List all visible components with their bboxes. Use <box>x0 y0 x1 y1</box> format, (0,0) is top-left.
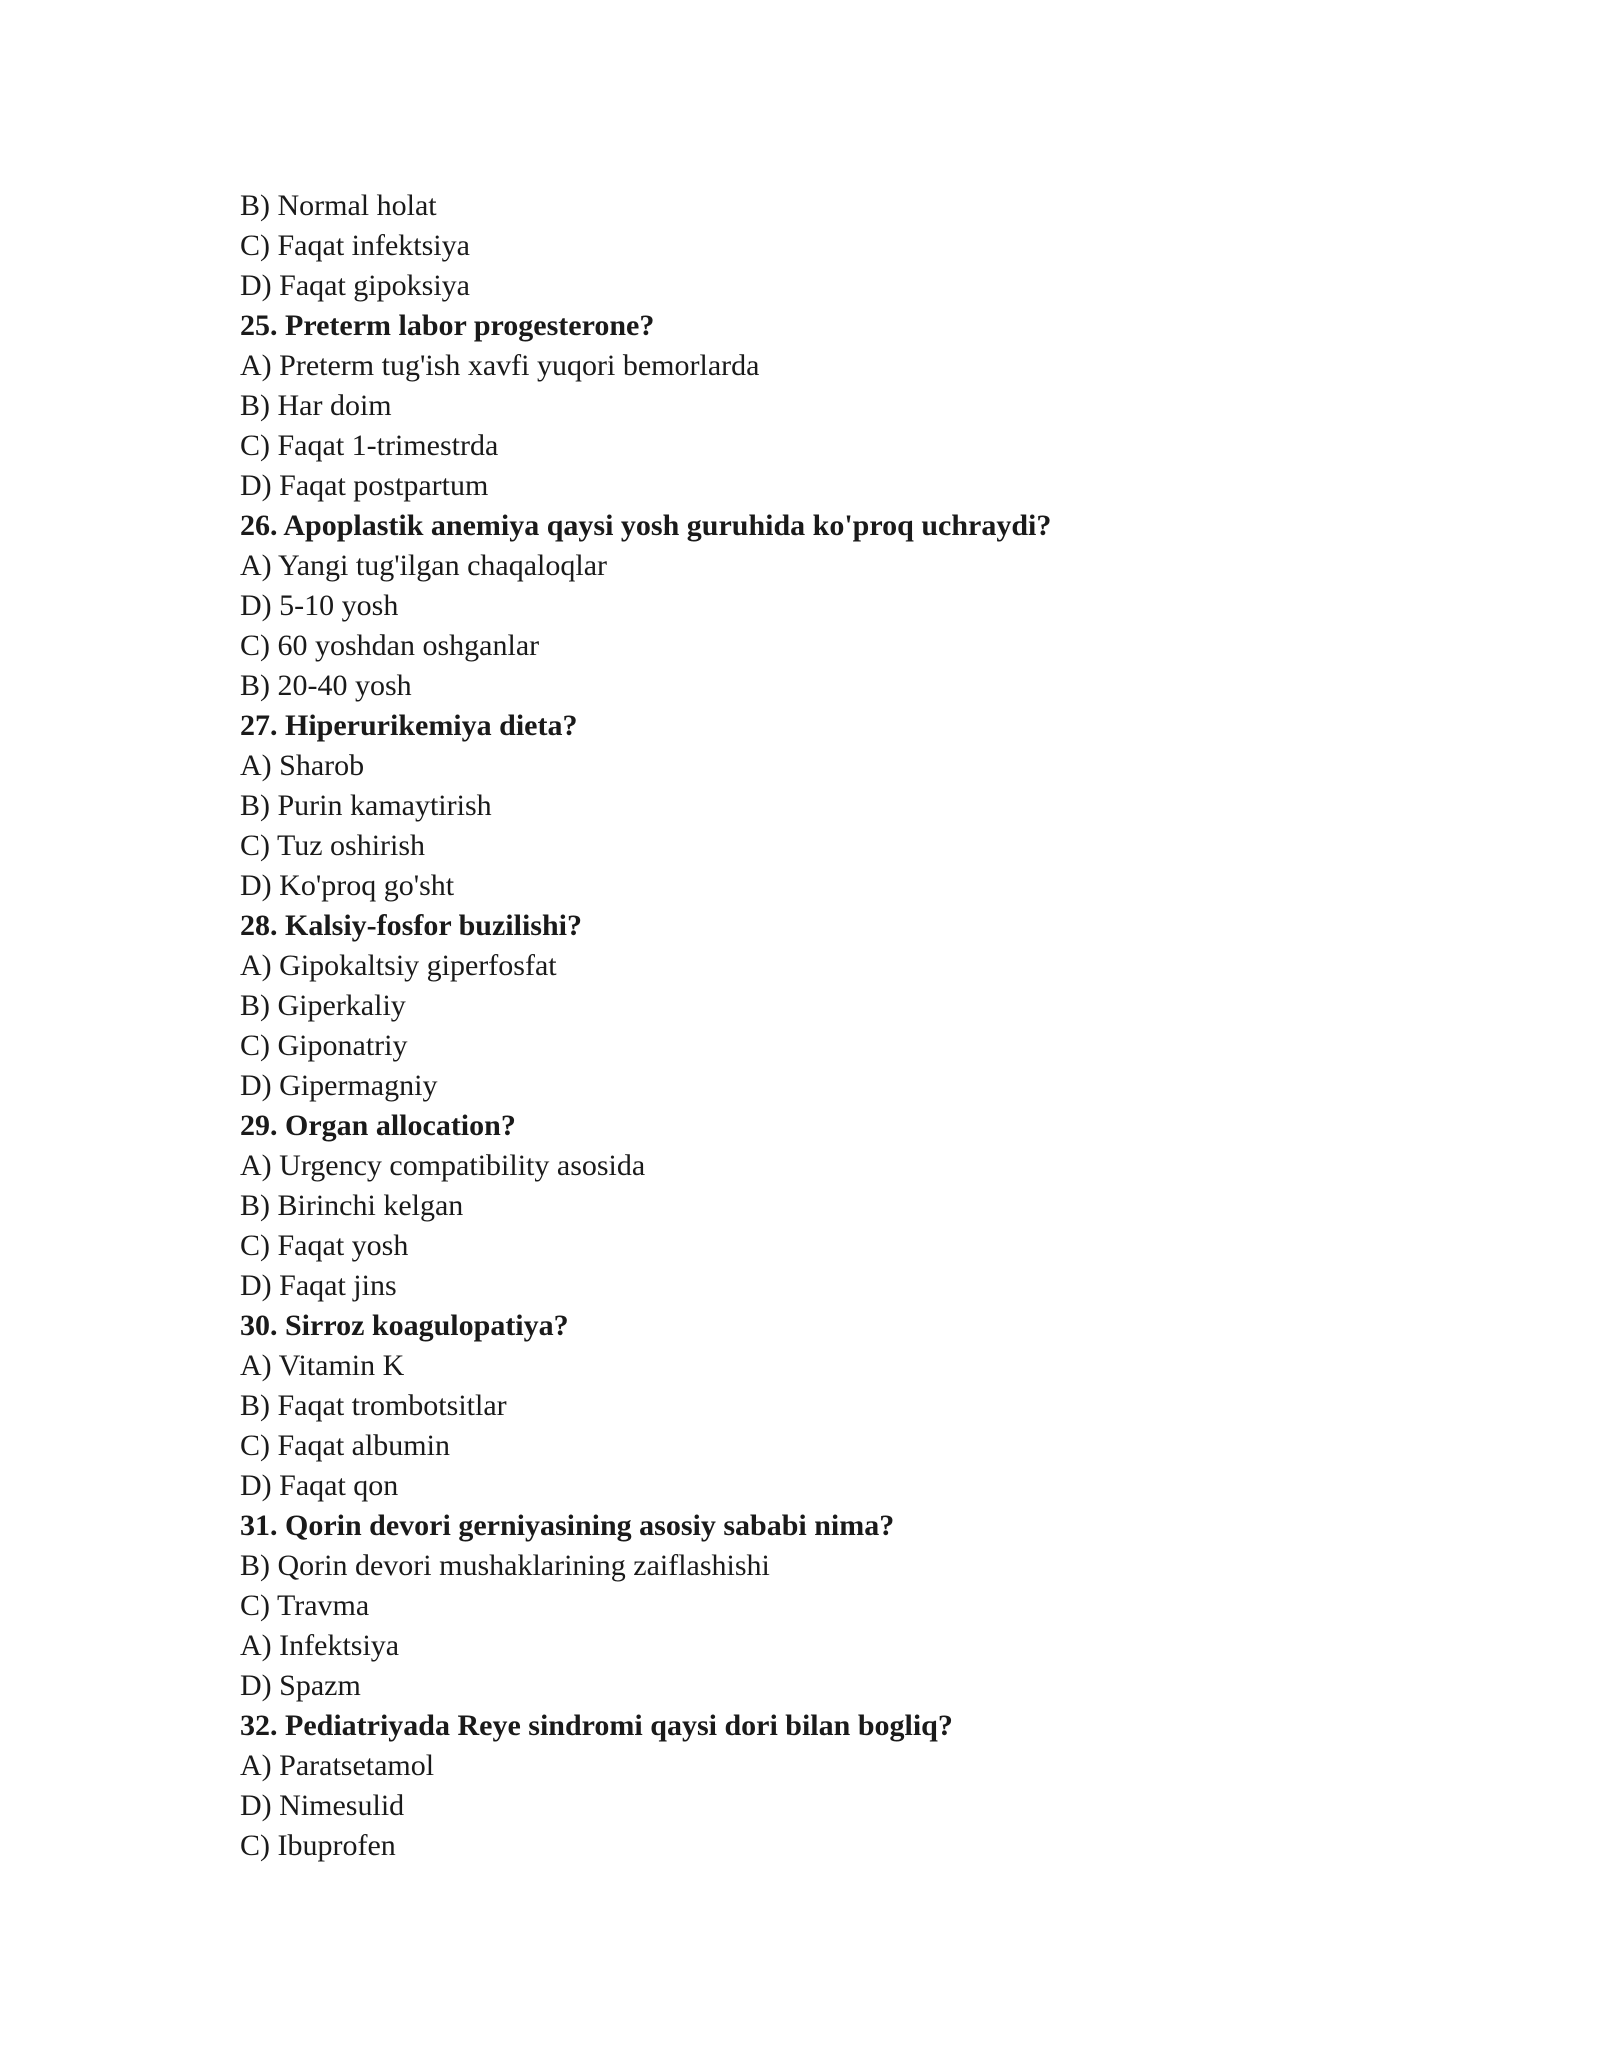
answer-option: D) 5-10 yosh <box>240 589 399 622</box>
answer-option: B) 20-40 yosh <box>240 669 412 702</box>
question-heading: 30. Sirroz koagulopatiya? <box>240 1309 569 1342</box>
question-heading: 26. Apoplastik anemiya qaysi yosh guruhida ko'proq uchraydi? <box>240 509 1052 542</box>
answer-option: C) Faqat infektsiya <box>240 229 470 262</box>
question-heading: 25. Preterm labor progesterone? <box>240 309 655 342</box>
answer-option: A) Sharob <box>240 749 365 782</box>
answer-option: A) Yangi tug'ilgan chaqaloqlar <box>240 549 608 582</box>
answer-option: D) Faqat jins <box>240 1269 397 1302</box>
answer-option: D) Gipermagniy <box>240 1069 438 1102</box>
answer-option: B) Qorin devori mushaklarining zaiflashishi <box>240 1549 770 1582</box>
answer-option: C) Ibuprofen <box>240 1829 396 1862</box>
answer-option: C) 60 yoshdan oshganlar <box>240 629 540 662</box>
answer-option: C) Faqat 1-trimestrda <box>240 429 499 462</box>
answer-option: A) Urgency compatibility asosida <box>240 1149 646 1182</box>
question-heading: 29. Organ allocation? <box>240 1109 516 1142</box>
answer-option: C) Faqat yosh <box>240 1229 409 1262</box>
answer-option: A) Paratsetamol <box>240 1749 435 1782</box>
answer-option: B) Giperkaliy <box>240 989 406 1022</box>
document-body <box>240 186 1440 1866</box>
answer-option: B) Birinchi kelgan <box>240 1189 464 1222</box>
answer-option: D) Faqat qon <box>240 1469 399 1502</box>
answer-option: D) Spazm <box>240 1669 361 1702</box>
answer-option: A) Infektsiya <box>240 1629 400 1662</box>
question-heading: 32. Pediatriyada Reye sindromi qaysi dori bilan bogliq? <box>240 1709 953 1742</box>
answer-option: C) Faqat albumin <box>240 1429 450 1462</box>
answer-option: C) Travma <box>240 1589 370 1622</box>
answer-option: D) Faqat gipoksiya <box>240 269 470 302</box>
answer-option: A) Preterm tug'ish xavfi yuqori bemorlarda <box>240 349 760 382</box>
question-heading: 28. Kalsiy-fosfor buzilishi? <box>240 909 582 942</box>
answer-option: C) Giponatriy <box>240 1029 408 1062</box>
answer-option: D) Ko'proq go'sht <box>240 869 455 902</box>
question-heading: 31. Qorin devori gerniyasining asosiy sababi nima? <box>240 1509 895 1542</box>
answer-option: A) Gipokaltsiy giperfosfat <box>240 949 557 982</box>
answer-option: D) Faqat postpartum <box>240 469 489 502</box>
answer-option: C) Tuz oshirish <box>240 829 426 862</box>
answer-option: D) Nimesulid <box>240 1789 405 1822</box>
question-heading: 27. Hiperurikemiya dieta? <box>240 709 578 742</box>
answer-option: A) Vitamin K <box>240 1349 405 1382</box>
answer-option: B) Har doim <box>240 389 392 422</box>
answer-option: B) Purin kamaytirish <box>240 789 492 822</box>
answer-option: B) Faqat trombotsitlar <box>240 1389 507 1422</box>
answer-option: B) Normal holat <box>240 189 437 222</box>
